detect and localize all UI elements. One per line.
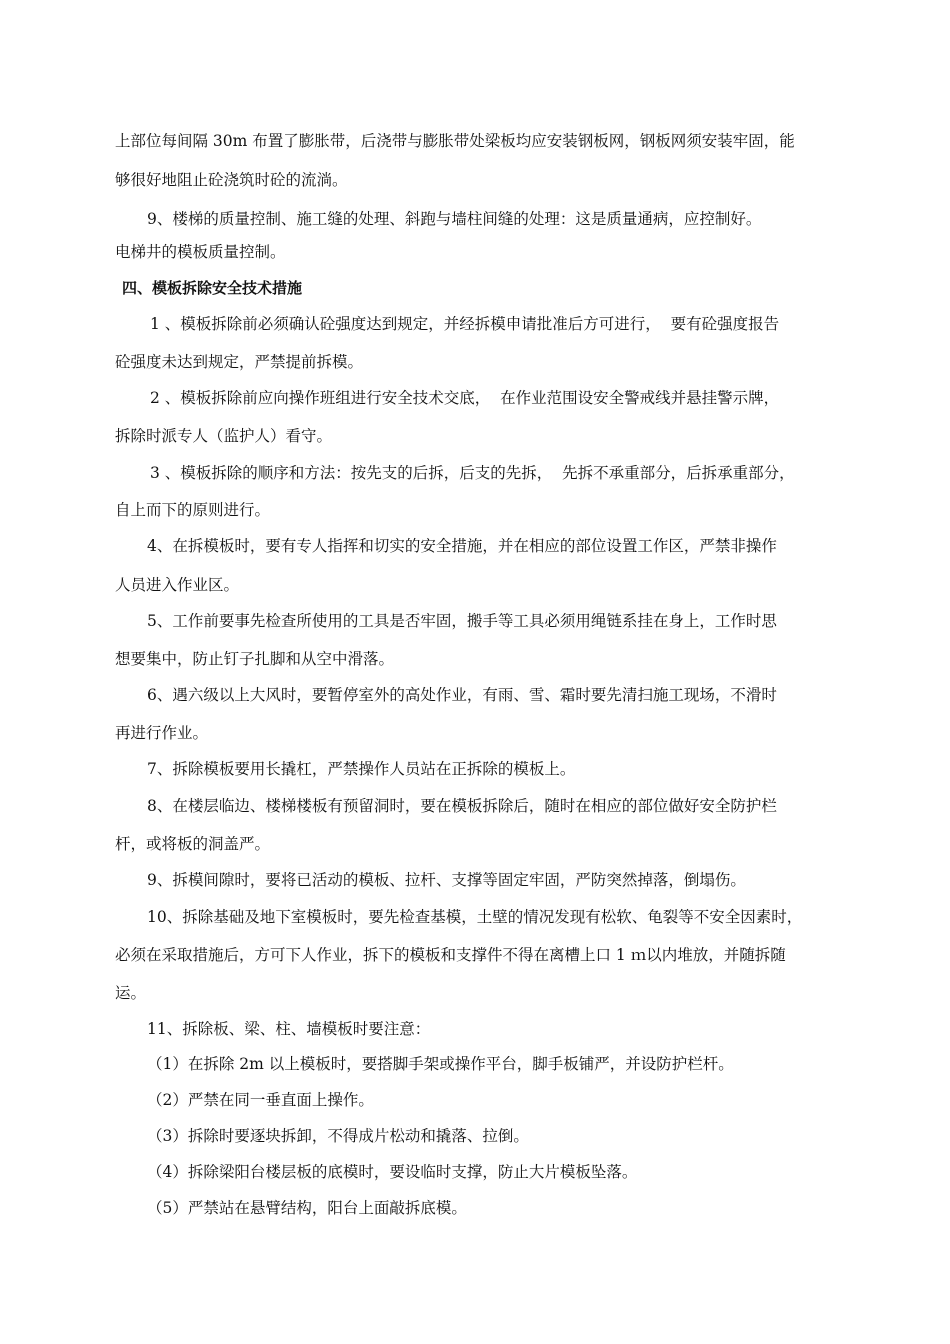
text-line: 自上而下的原则进行。 — [115, 501, 271, 519]
text-line: 够很好地阻止砼浇筑时砼的流淌。 — [115, 171, 348, 189]
text-line: 9、拆模间隙时，要将已活动的模板、拉杆、支撑等固定牢固，严防突然掉落，倒塌伤。 — [147, 871, 746, 889]
text-line: 拆除时派专人（监护人）看守。 — [115, 427, 333, 445]
section-heading: 四、模板拆除安全技术措施 — [122, 279, 303, 297]
text-line: 10、拆除基础及地下室模板时，要先检查基模，土壁的情况发现有松软、龟裂等不安全因素时， — [147, 908, 803, 926]
text-line: 8、在楼层临边、楼梯楼板有预留洞时，要在模板拆除后，随时在相应的部位做好安全防护栏 — [147, 797, 777, 815]
text-line: 杆，或将板的洞盖严。 — [115, 835, 271, 853]
text-line: 5、工作前要事先检查所使用的工具是否牢固，搬手等工具必须用绳链系挂在身上，工作时思 — [147, 612, 777, 630]
text-line: （3）拆除时要逐块拆卸，不得成片松动和撬落、拉倒。 — [147, 1127, 529, 1145]
text-line: 再进行作业。 — [115, 724, 209, 742]
text-line: 1 、模板拆除前必须确认砼强度达到规定，并经拆模申请批准后方可进行， 要有砼强度报告 — [150, 315, 780, 333]
text-line: 上部位每间隔 30m 布置了膨胀带，后浇带与膨胀带处梁板均应安装钢板网，钢板网须安装牢固，能 — [115, 132, 795, 150]
text-line: 4、在拆模板时，要有专人指挥和切实的安全措施，并在相应的部位设置工作区，严禁非操作 — [147, 537, 777, 555]
text-line: （5）严禁站在悬臂结构，阳台上面敲拆底模。 — [147, 1199, 467, 1217]
text-line: 电梯井的模板质量控制。 — [115, 243, 286, 261]
text-line: 必须在采取措施后，方可下人作业，拆下的模板和支撑件不得在离槽上口 1 ｍ以内堆放，并随拆随 — [115, 946, 786, 964]
text-line: （1）在拆除 2m 以上模板时，要搭脚手架或操作平台，脚手板铺严，并设防护栏杆。 — [147, 1055, 734, 1073]
text-line: 7、拆除模板要用长撬杠，严禁操作人员站在正拆除的模板上。 — [147, 760, 576, 778]
text-line: 3 、模板拆除的顺序和方法：按先支的后拆，后支的先拆， 先拆不承重部分，后拆承重部分， — [150, 464, 795, 482]
text-line: （4）拆除梁阳台楼层板的底模时，要设临时支撑，防止大片模板坠落。 — [147, 1163, 638, 1181]
text-line: 砼强度未达到规定，严禁提前拆模。 — [115, 353, 364, 371]
text-line: 9、楼梯的质量控制、施工缝的处理、斜跑与墙柱间缝的处理：这是质量通病，应控制好。 — [147, 210, 762, 228]
text-line: 运。 — [115, 984, 147, 1002]
text-line: 2 、模板拆除前应向操作班组进行安全技术交底， 在作业范围设安全警戒线并悬挂警示牌， — [150, 389, 780, 407]
text-line: 想要集中，防止钉子扎脚和从空中滑落。 — [115, 650, 395, 668]
text-line: 6、遇六级以上大风时，要暂停室外的高处作业，有雨、雪、霜时要先清扫施工现场，不滑时 — [147, 686, 777, 704]
text-line: 人员进入作业区。 — [115, 576, 240, 594]
text-line: （2）严禁在同一垂直面上操作。 — [147, 1091, 374, 1109]
text-line: 11、拆除板、梁、柱、墙模板时要注意： — [147, 1020, 431, 1038]
